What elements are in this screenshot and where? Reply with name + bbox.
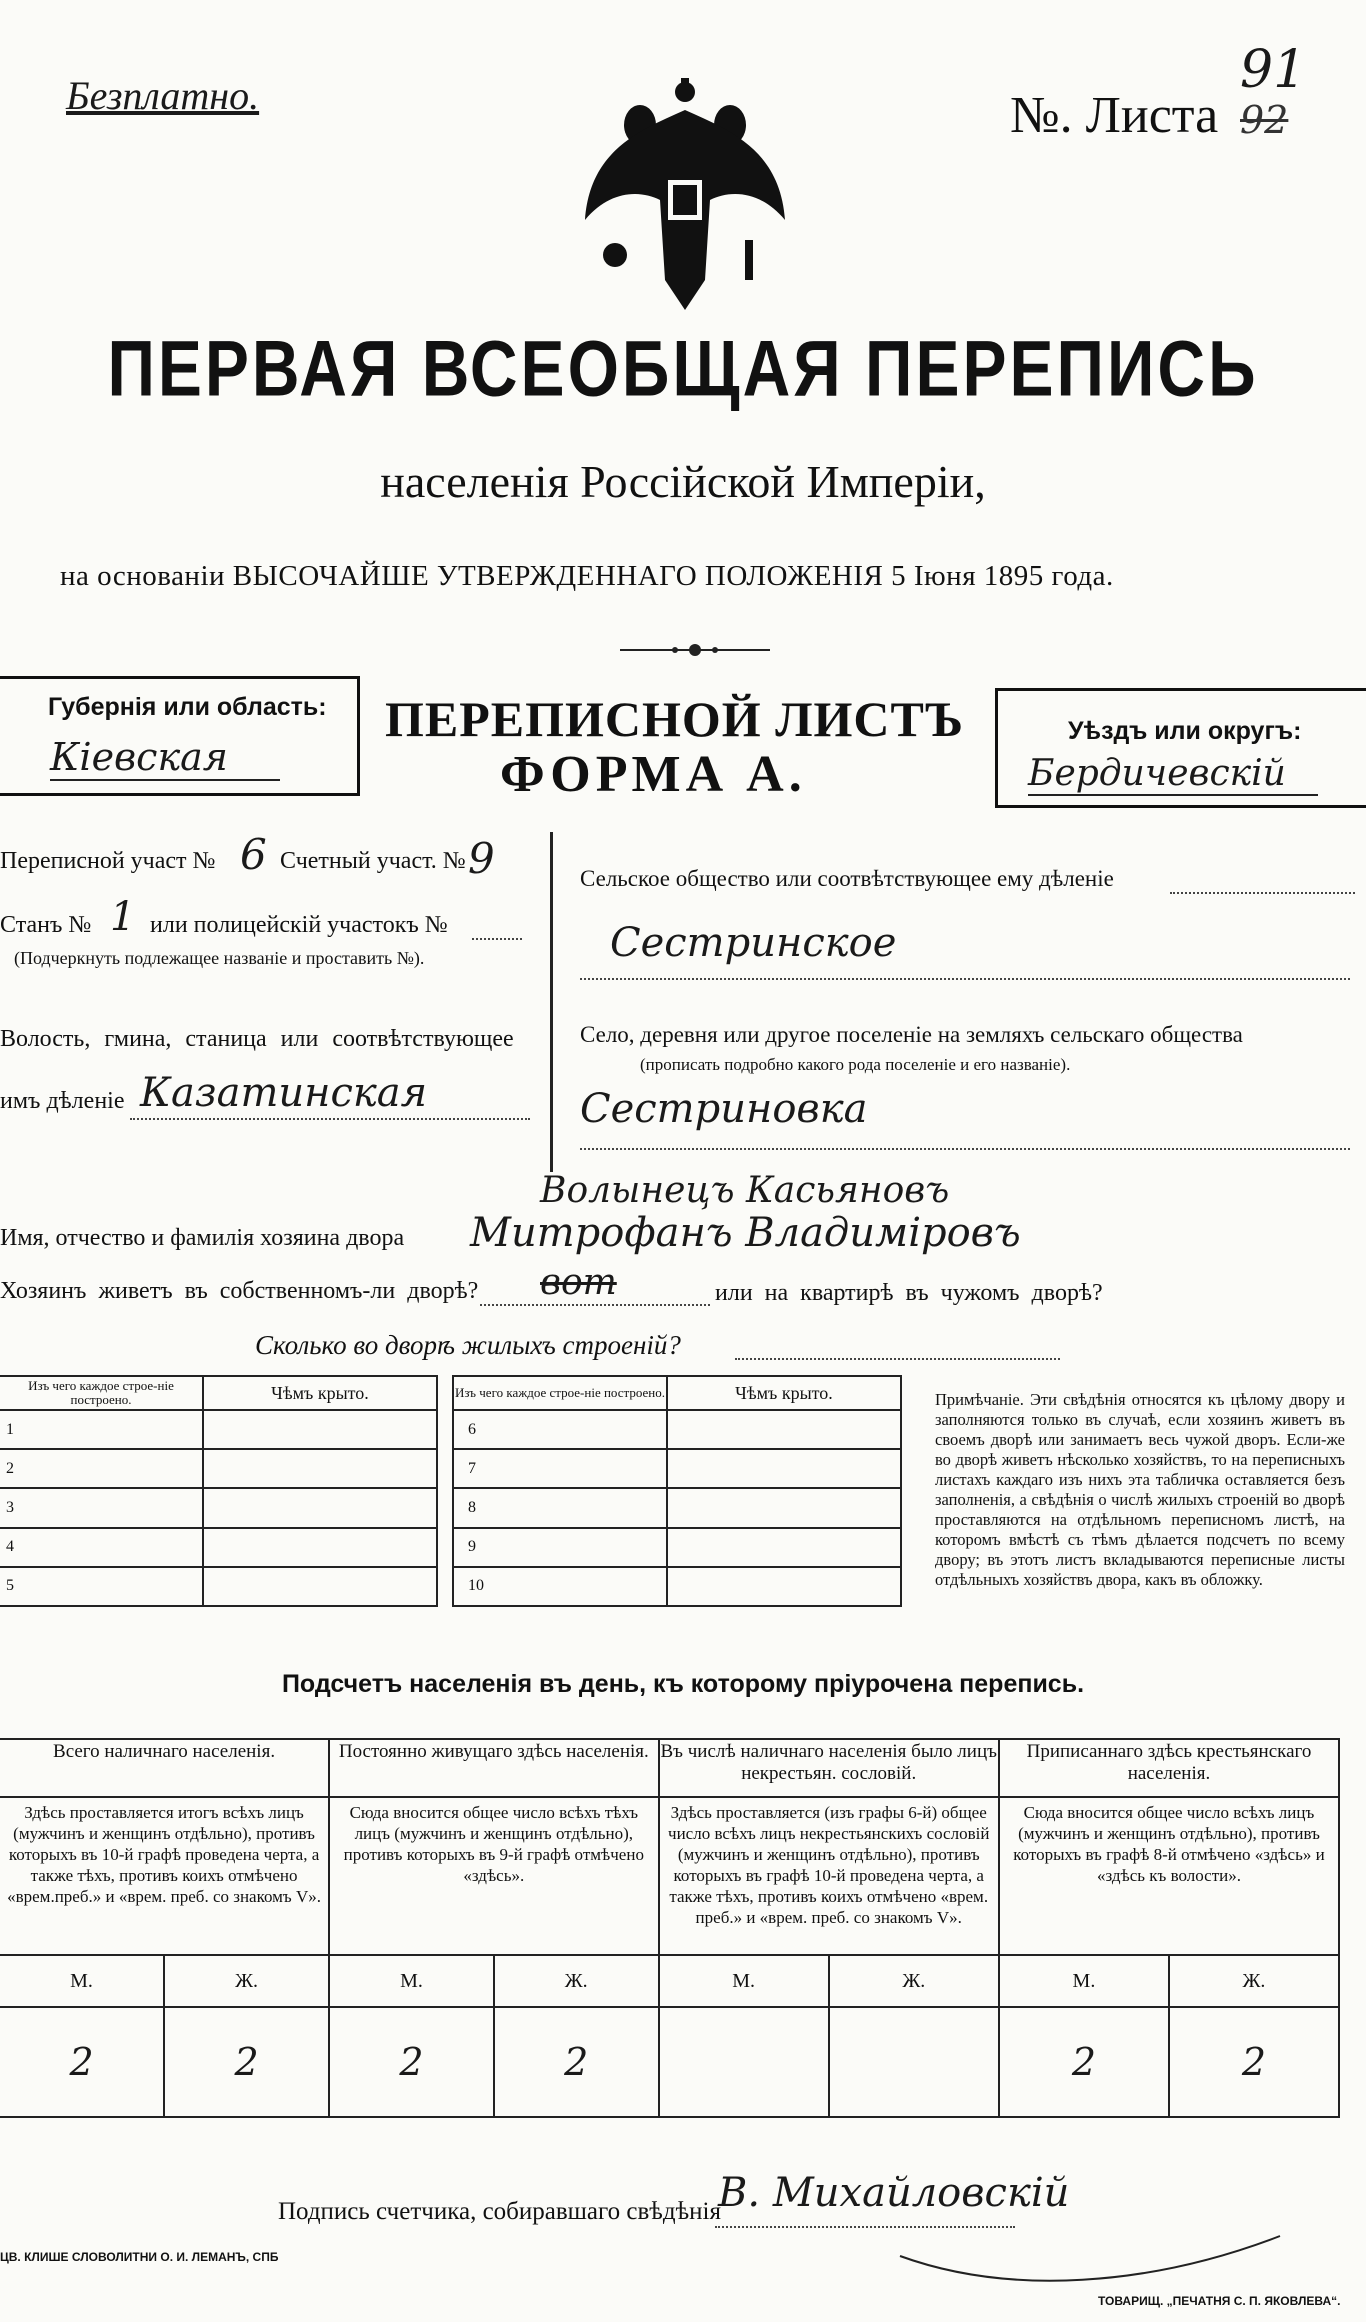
owner-lives-value: вот	[540, 1262, 617, 1303]
col-roof-right: Чѣмъ крыто.	[667, 1376, 901, 1410]
page-subtitle: населенія Россійской Имперіи,	[380, 456, 986, 507]
vertical-separator	[550, 832, 553, 1172]
pop-head-nonpeasant: Въ числѣ наличнаго населенія было лицъ некрестьян. сословій.	[659, 1739, 999, 1797]
pop-total-m: 2	[0, 2007, 164, 2117]
stan-value: 1	[110, 894, 136, 940]
society-label: Сельское общество или соотвѣтствующее ему дѣленіе	[580, 866, 1114, 891]
pop-registered-m: 2	[999, 2007, 1169, 2117]
count-section-value: 9	[468, 834, 495, 883]
population-table	[0, 1738, 1340, 2118]
printer-right: ТОВАРИЩ. „ПЕЧАТНЯ С. П. ЯКОВЛЕВА“.	[1098, 2294, 1341, 2308]
sheet-number-value: 91	[1240, 40, 1307, 100]
owner-lives-line	[480, 1304, 710, 1306]
signature-value: В. Михайловскій	[718, 2170, 1070, 2216]
village-note: (прописать подробно какого рода поселеніе и его названіе).	[640, 1055, 1071, 1074]
pop-desc-total: Здѣсь проставляется итогъ всѣхъ лицъ (мужчинъ и женщинъ отдѣльно), противъ которыхъ въ 10-й графѣ проведена черта, а также тѣхъ, противъ коихъ отмѣчено «врем.преб.» и «врем. преб. со знакомъ V».	[0, 1797, 329, 1955]
society-line-1	[1170, 892, 1355, 894]
signature-flourish	[890, 2226, 1290, 2286]
rent-label: или на квартирѣ въ чужомъ дворѣ?	[715, 1280, 1103, 1306]
free-label: Безплатно.	[66, 73, 260, 118]
form-title: ПЕРЕПИСНОЙ ЛИСТЪ	[385, 691, 965, 747]
uezd-label: Уѣздъ или округъ:	[1068, 717, 1302, 745]
owner-name-value: Митрофанъ Владиміровъ	[470, 1210, 1021, 1256]
volost-line	[130, 1118, 530, 1120]
buildings-line	[735, 1358, 1060, 1360]
row-num: 6	[453, 1410, 667, 1449]
gubernia-value: Кіевская	[50, 735, 280, 781]
row-num: 2	[0, 1449, 203, 1488]
stan-note: (Подчеркнуть подлежащее названіе и проставить №).	[14, 948, 425, 968]
pop-m-label: М.	[0, 1955, 164, 2007]
row-num: 1	[0, 1410, 203, 1449]
pop-registered-f: 2	[1169, 2007, 1339, 2117]
pop-m-label: М.	[999, 1955, 1169, 2007]
buildings-table	[0, 1375, 902, 1607]
pop-m-label: М.	[329, 1955, 494, 2007]
uezd-value: Бердичевскій	[1028, 753, 1318, 796]
page-title: ПЕРВАЯ ВСЕОБЩАЯ ПЕРЕПИСЬ	[107, 323, 1259, 413]
volost-label-2: имъ дѣленіе	[0, 1088, 125, 1114]
coat-of-arms-emblem	[570, 70, 800, 320]
owner-name-label: Имя, отчество и фамилія хозяина двора	[0, 1225, 405, 1251]
population-title: Подсчетъ населенія въ день, къ которому пріурочена перепись.	[281, 1670, 1085, 1698]
volost-value: Казатинская	[140, 1070, 428, 1116]
ornament-divider	[620, 640, 770, 660]
pop-head-total: Всего наличнаго населенія.	[0, 1739, 329, 1797]
gubernia-box	[0, 676, 360, 796]
police-line	[472, 938, 522, 940]
volost-label: Волость, гмина, станица или соотвѣтствующее	[0, 1026, 514, 1052]
col-material-left: Изъ чего каждое строе-ніе построено.	[0, 1376, 203, 1410]
sheet-number-label: №. Листа	[1010, 87, 1219, 144]
decree-basis: на основаніи ВЫСОЧАЙШЕ УТВЕРЖДЕННАГО ПОЛОЖЕНІЯ 5 Іюня 1895 года.	[60, 560, 1114, 592]
police-label: или полицейскій участокъ №	[150, 912, 448, 938]
row-num: 9	[453, 1528, 667, 1567]
uezd-box	[995, 688, 1366, 808]
pop-nonpeasant-m	[659, 2007, 829, 2117]
pop-desc-registered: Сюда вносится общее число всѣхъ лицъ (мужчинъ и женщинъ отдѣльно), противъ которыхъ въ графѣ 8-й отмѣчено «здѣсь» и «здѣсь къ волости».	[999, 1797, 1339, 1955]
col-roof-left: Чѣмъ крыто.	[203, 1376, 437, 1410]
owner-lives-label: Хозяинъ живетъ въ собственномъ-ли дворѣ?	[0, 1278, 479, 1304]
pop-head-permanent: Постоянно живущаго здѣсь населенія.	[329, 1739, 658, 1797]
form-subtitle: ФОРМА А.	[500, 746, 807, 803]
row-num: 3	[0, 1488, 203, 1527]
sheet-number-crossed: 92	[1240, 98, 1289, 142]
pop-desc-permanent: Сюда вносится общее число всѣхъ тѣхъ лицъ (мужчинъ и женщинъ отдѣльно), противъ которыхъ въ 9-й графѣ отмѣчено «здѣсь».	[329, 1797, 658, 1955]
printer-left: ЦВ. КЛИШЕ СЛОВОЛИТНИ О. И. ЛЕМАНЪ, СПБ	[0, 2250, 279, 2264]
pop-m-label: М.	[659, 1955, 829, 2007]
pop-f-label: Ж.	[829, 1955, 999, 2007]
pop-nonpeasant-f	[829, 2007, 999, 2117]
signature-label: Подпись счетчика, собиравшаго свѣдѣнія	[278, 2198, 721, 2225]
village-value: Сестриновка	[580, 1086, 868, 1132]
row-num: 8	[453, 1488, 667, 1527]
row-num: 10	[453, 1567, 667, 1606]
col-material-right: Изъ чего каждое строе-ніе построено.	[453, 1376, 667, 1410]
society-line-2	[580, 978, 1350, 980]
pop-permanent-m: 2	[329, 2007, 494, 2117]
gubernia-label: Губернія или область:	[48, 693, 327, 721]
society-value: Сестринское	[610, 920, 897, 966]
census-section-value: 6	[240, 830, 267, 879]
buildings-label: Сколько во дворѣ жилыхъ строеній?	[255, 1330, 681, 1360]
pop-permanent-f: 2	[494, 2007, 659, 2117]
row-num: 4	[0, 1528, 203, 1567]
pop-f-label: Ж.	[1169, 1955, 1339, 2007]
census-section-label: Переписной участ №	[0, 848, 216, 874]
pop-total-f: 2	[164, 2007, 329, 2117]
owner-name-top: Волынецъ Касьяновъ	[540, 1170, 950, 1211]
row-num: 7	[453, 1449, 667, 1488]
pop-desc-nonpeasant: Здѣсь проставляется (изъ графы 6-й) общее число всѣхъ лицъ некрестьянскихъ сословій (мужчинъ и женщинъ отдѣльно), противъ которыхъ въ графѣ 10-й проведена черта, а также тѣхъ, противъ коихъ отмѣчено «врем. преб.» и «врем. преб. со знакомъ V».	[659, 1797, 999, 1955]
village-line	[580, 1148, 1350, 1150]
row-num: 5	[0, 1567, 203, 1606]
pop-f-label: Ж.	[164, 1955, 329, 2007]
buildings-note: Примѣчаніе. Эти свѣдѣнія относятся къ цѣлому двору и заполняются только въ случаѣ, если хозяинъ живетъ въ своемъ дворѣ или занимаетъ весь чужой дворъ. Если-же во дворѣ живетъ нѣсколько хозяйствъ, то на переписныхъ листахъ каждаго изъ нихъ эта табличка оставляется безъ заполненія, а свѣдѣнія о числѣ жилыхъ строеній во дворѣ проставляются на отдѣльномъ переписномъ листѣ, на которомъ вмѣстѣ съ тѣмъ дѣлается подсчетъ по всему двору; въ этотъ листъ вкладываются переписные листы отдѣльныхъ хозяйствъ двора, какъ въ обложку.	[935, 1390, 1345, 1589]
count-section-label: Счетный участ. №	[280, 848, 466, 874]
pop-head-registered: Приписаннаго здѣсь крестьянскаго населенія.	[999, 1739, 1339, 1797]
pop-f-label: Ж.	[494, 1955, 659, 2007]
village-label: Село, деревня или другое поселеніе на земляхъ сельскаго общества	[580, 1022, 1243, 1047]
stan-label: Станъ №	[0, 912, 92, 938]
